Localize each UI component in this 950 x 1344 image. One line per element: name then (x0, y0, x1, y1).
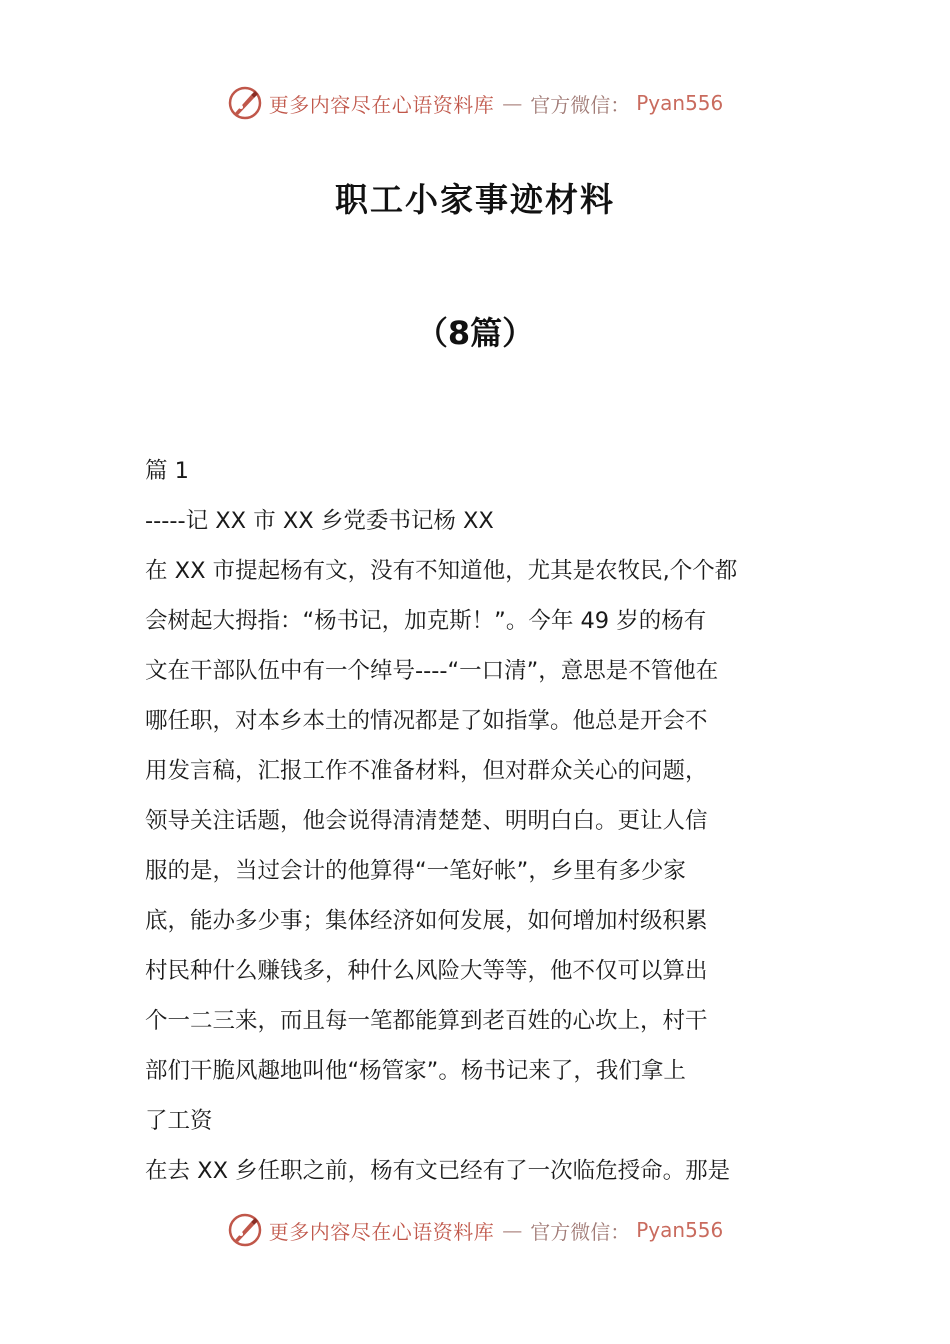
body-line: 用发言稿，汇报工作不准备材料，但对群众关心的问题， (145, 758, 708, 784)
document-subtitle: （8篇） (415, 314, 535, 352)
watermark-dash: — (502, 1218, 523, 1242)
body-line: 篇 1 (145, 458, 189, 484)
body-line: 了工资 (145, 1108, 213, 1134)
document-title: 职工小家事迹材料 (335, 180, 615, 219)
watermark-dash: — (502, 91, 523, 115)
body-line: 个一二三来，而且每一笔都能算到老百姓的心坎上，村干 (145, 1008, 708, 1034)
body-line: 村民种什么赚钱多，种什么风险大等等，他不仅可以算出 (145, 958, 708, 984)
body-line: 在去 XX 乡任职之前，杨有文已经有了一次临危授命。那是 (145, 1158, 731, 1184)
body-line: 在 XX 市提起杨有文，没有不知道他，尤其是农牧民,个个都 (145, 558, 738, 584)
body-line: -----记 XX 市 XX 乡党委书记杨 XX (145, 508, 494, 534)
body-line: 领导关注话题，他会说得清清楚楚、明明白白。更让人信 (145, 808, 708, 834)
watermark-sub: 官方微信： (530, 92, 631, 117)
footer-watermark (0, 1210, 950, 1250)
watermark-text: 更多内容尽在心语资料库 (268, 1219, 495, 1244)
document-body (145, 446, 807, 1196)
body-line: 部们干脆风趣地叫他“杨管家”。杨书记来了，我们拿上 (145, 1058, 686, 1084)
header-watermark (0, 83, 950, 123)
body-line: 哪任职，对本乡本土的情况都是了如指掌。他总是开会不 (145, 708, 708, 734)
body-line: 服的是，当过会计的他算得“一笔好帐”，乡里有多少家 (145, 858, 686, 884)
body-line: 文在干部队伍中有一个绰号----“一口清”，意思是不管他在 (145, 658, 719, 684)
watermark-text: 更多内容尽在心语资料库 (268, 92, 495, 117)
pen-logo-icon (227, 1212, 263, 1248)
watermark-sub: 官方微信： (530, 1219, 631, 1244)
watermark-id: Pyan556 (636, 1218, 724, 1242)
pen-logo-icon (227, 85, 263, 121)
body-line: 会树起大拇指：“杨书记，加克斯！”。今年 49 岁的杨有 (145, 608, 707, 634)
watermark-id: Pyan556 (636, 91, 724, 115)
body-line: 底，能办多少事；集体经济如何发展，如何增加村级积累 (145, 908, 708, 934)
